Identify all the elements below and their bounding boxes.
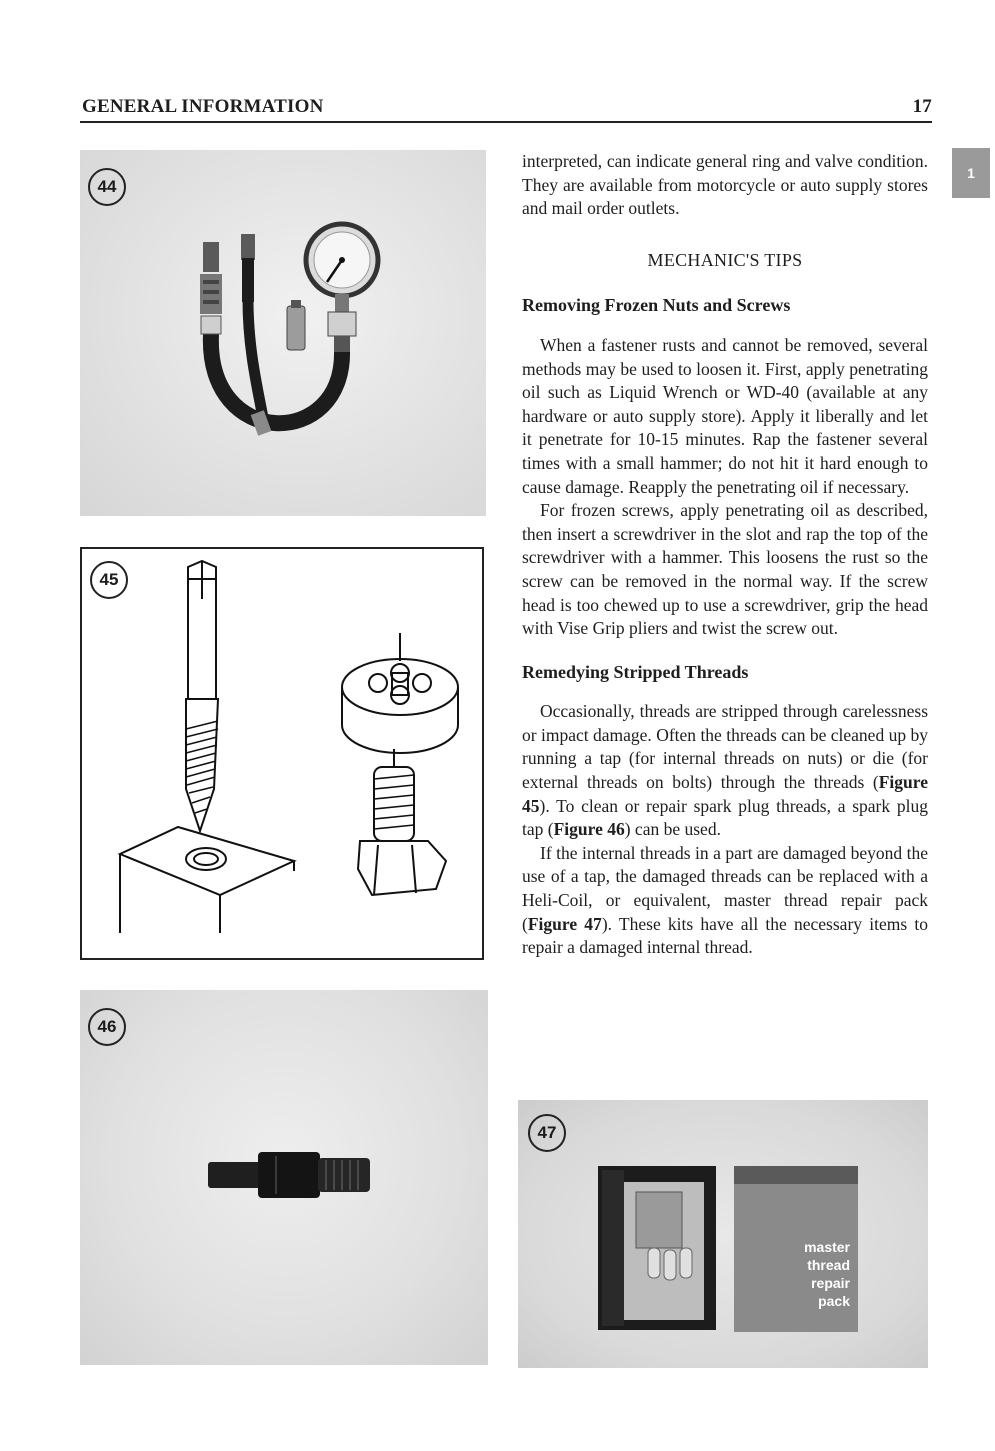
running-head — [80, 96, 932, 118]
figure-47-reference: Figure 47 — [527, 913, 602, 934]
frozen-nuts-paragraph-1: When a fastener rusts and cannot be removed, several methods may be used to loosen it. First, apply penetrating oil such as Liquid Wrench or WD-40 (available at any hardware or auto supply store). Apply it liberally and let it penetrate for 10-15 minutes. Rap the fastener several times with a small hammer; do not hit it hard enough to cause damage. Reapply the penetrating oil if necessary. — [522, 334, 928, 497]
section-title: GENERAL INFORMATION — [82, 96, 324, 117]
kit-box-text-pack: pack — [818, 1293, 850, 1309]
stripped-threads-paragraph-2 — [522, 842, 928, 960]
stripped-threads-heading: Remedying Stripped Threads — [522, 661, 749, 682]
figure-45-reference: Figure 45 — [522, 772, 928, 816]
figure-number-47: 47 — [528, 1114, 566, 1152]
body-text-column — [522, 150, 928, 960]
thread-repair-kit-illustration — [518, 1100, 928, 1368]
kit-box-text-repair: repair — [811, 1275, 850, 1291]
frozen-nuts-heading: Removing Frozen Nuts and Screws — [522, 295, 791, 316]
figure-45-diagram — [80, 547, 484, 960]
frozen-nuts-paragraph-2: For frozen screws, apply penetrating oil as described, then insert a screwdriver in the slot and rap the top of the screwdriver with a hammer. This loosens the rust so the screw can be removed in the normal way. If the screw head is too chewed up to use a screwdriver, grip the head with Vise Grip pliers and twist the screw out. — [522, 500, 928, 639]
figure-46-photo — [80, 990, 488, 1365]
chapter-tab: 1 — [952, 148, 990, 198]
text-run: If the internal threads in a part are damaged beyond the use of a tap, the damaged threads can be replaced with a Heli-Coil, or equivalent, master thread repair pack ( — [522, 842, 928, 934]
text-run: ). To clean or repair spark plug threads, a spark plug tap ( — [522, 795, 928, 840]
figure-number-44: 44 — [88, 168, 126, 206]
figure-number-45: 45 — [90, 561, 128, 599]
header-rule — [80, 121, 932, 123]
kit-box-text-thread: thread — [807, 1257, 850, 1273]
figure-44-photo — [80, 150, 486, 516]
figure-46-reference: Figure 46 — [553, 819, 625, 840]
spark-plug-tap-illustration — [80, 990, 488, 1365]
figure-47-photo — [518, 1100, 928, 1368]
stripped-threads-paragraph-1 — [522, 700, 928, 842]
kit-box-text-master: master — [804, 1239, 850, 1255]
intro-paragraph: interpreted, can indicate general ring and valve condition. They are available from motorcycle or auto supply stores and mail order outlets. — [522, 151, 928, 219]
text-run: ). These kits have all the necessary items to repair a damaged internal thread. — [522, 913, 928, 958]
tap-and-die-illustration — [82, 549, 482, 958]
page-number: 17 — [912, 96, 932, 117]
figure-number-46: 46 — [88, 1008, 126, 1046]
compression-gauge-illustration — [80, 150, 486, 516]
mechanics-tips-heading: MECHANIC'S TIPS — [647, 249, 803, 270]
text-run: Occasionally, threads are stripped through carelessness or impact damage. Often the threads can be cleaned up by running a tap (for internal threads on nuts) or die (for external threads on bolts) through the threads ( — [522, 701, 928, 793]
text-run: ) can be used. — [624, 819, 721, 840]
